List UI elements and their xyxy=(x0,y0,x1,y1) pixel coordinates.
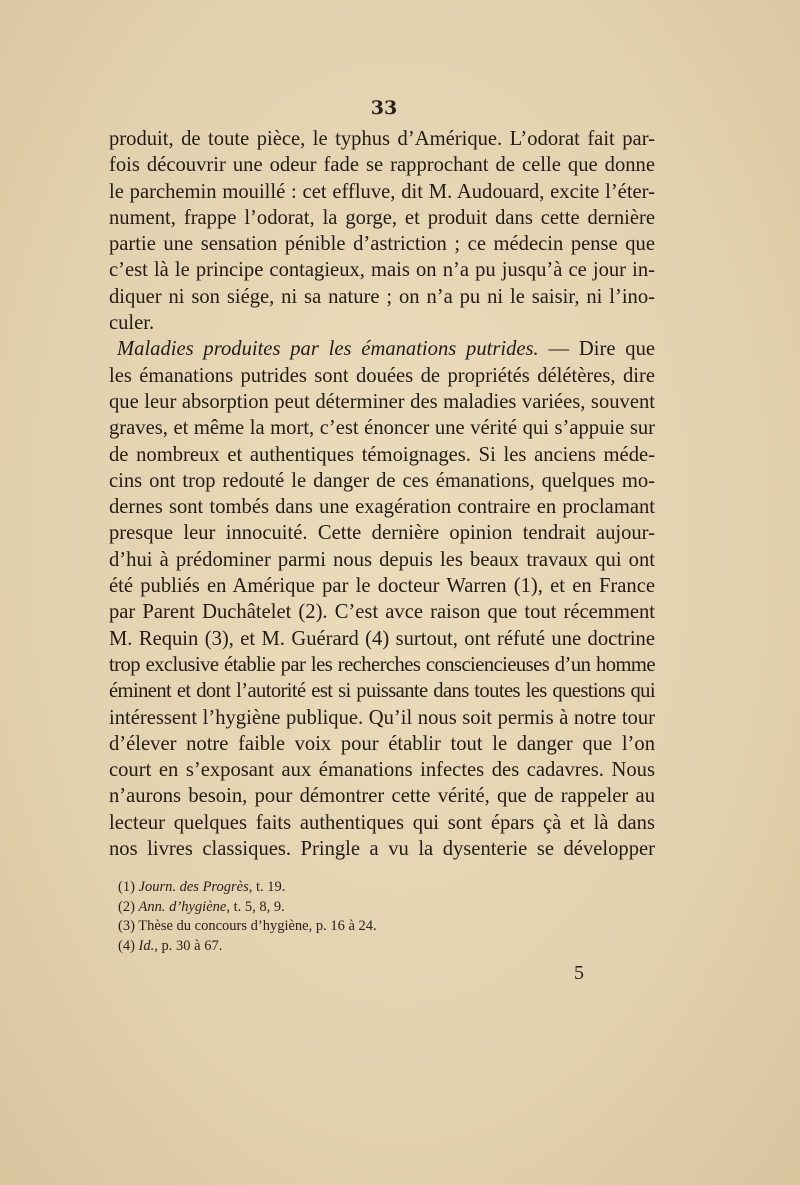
signature-mark: 5 xyxy=(574,962,584,984)
footnote xyxy=(118,917,518,937)
page-number: 33 xyxy=(370,97,398,119)
footnote-source: Id. xyxy=(138,937,155,954)
section-heading: Maladies produites par les émanations putrides. xyxy=(117,338,539,361)
footnote xyxy=(118,937,518,957)
body-line: presque leur innocuité. Cette dernière opinion tendrait aujour- xyxy=(109,522,655,545)
section-heading-line xyxy=(109,336,655,362)
body-line: culer. xyxy=(109,312,155,335)
body-line: été publiés en Amérique par le docteur Warren (1), et en France xyxy=(109,575,655,598)
section-heading-continuation: — Dire que xyxy=(538,338,656,361)
footnote-source: Journ. des Progrès xyxy=(138,879,249,895)
body-line: partie une sensation pénible d’astriction ; ce médecin pense que xyxy=(109,233,655,256)
footnote-text: , t. 5, 8, 9. xyxy=(226,898,285,915)
body-text xyxy=(109,126,655,862)
body-line: n’aurons besoin, pour démontrer cette vérité, que de rappeler au xyxy=(109,785,655,808)
body-line: M. Requin (3), et M. Guérard (4) surtout, ont réfuté une doctrine xyxy=(109,627,655,650)
body-line: d’élever notre faible voix pour établir tout le danger que l’on xyxy=(109,732,655,755)
body-line: les émanations putrides sont douées de propriétés délétères, dire xyxy=(109,364,655,387)
body-line: dernes sont tombés dans une exagération contraire en proclamant xyxy=(109,496,655,519)
footnote-text: , t. 19. xyxy=(248,879,286,895)
body-line: nument, frappe l’odorat, la gorge, et produit dans cette dernière xyxy=(109,206,655,229)
body-line: le parchemin mouillé : cet effluve, dit M. Audouard, excite l’éter- xyxy=(109,180,655,203)
footnote-text: , p. 30 à 67. xyxy=(154,937,223,954)
body-line: produit, de toute pièce, le typhus d’Amérique. L’odorat fait par- xyxy=(109,128,655,150)
body-line: trop exclusive établie par les recherches consciencieuses d’un homme xyxy=(109,653,655,676)
footnote-number: (1) xyxy=(118,879,135,895)
body-line: que leur absorption peut déterminer des maladies variées, souvent xyxy=(109,390,655,413)
body-line: court en s’exposant aux émanations infectes des cadavres. Nous xyxy=(109,759,655,782)
body-line: par Parent Duchâtelet (2). C’est avce raison que tout récemment xyxy=(109,601,655,624)
footnote-source: Ann. d’hygiène xyxy=(138,898,227,915)
body-line: de nombreux et authentiques témoignages. Si les anciens méde- xyxy=(109,443,655,466)
footnote-number: (3) xyxy=(118,918,135,935)
body-line: diquer ni son siége, ni sa nature ; on n’a pu ni le saisir, ni l’ino- xyxy=(109,285,655,308)
body-line: cins ont trop redouté le danger de ces émanations, quelques mo- xyxy=(109,469,655,492)
footnotes xyxy=(118,878,518,956)
footnote-number: (4) xyxy=(118,937,135,954)
footnote-number: (2) xyxy=(118,898,135,915)
body-line: c’est là le principe contagieux, mais on n’a pu jusqu’à ce jour in- xyxy=(109,259,655,282)
footnote xyxy=(118,878,518,898)
body-line: fois découvrir une odeur fade se rapprochant de celle que donne xyxy=(109,154,655,177)
footnote xyxy=(118,898,518,918)
footnote-text: Thèse du concours d’hygiène, p. 16 à 24. xyxy=(138,918,377,935)
body-line: lecteur quelques faits authentiques qui sont épars çà et là dans xyxy=(109,811,655,834)
body-line: d’hui à prédominer parmi nous depuis les beaux travaux qui ont xyxy=(109,548,655,571)
body-line: intéressent l’hygiène publique. Qu’il nous soit permis à notre tour xyxy=(109,706,655,729)
body-line: graves, et même la mort, c’est énoncer une vérité qui s’appuie sur xyxy=(109,417,655,440)
body-line: éminent et dont l’autorité est si puissante dans toutes les questions qui xyxy=(109,680,655,703)
body-line: nos livres classiques. Pringle a vu la dysenterie se développer xyxy=(109,838,655,861)
